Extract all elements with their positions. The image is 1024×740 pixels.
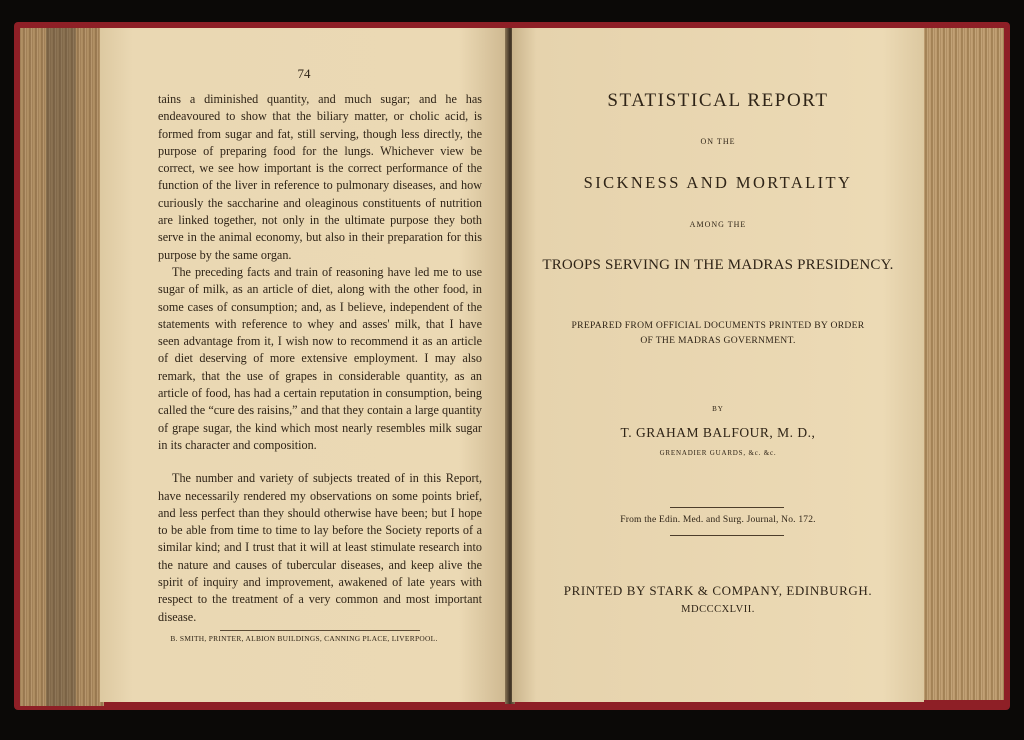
left-page-edges xyxy=(20,28,104,706)
title-page xyxy=(512,28,924,702)
journal-source: From the Edin. Med. and Surg. Journal, No. 172. xyxy=(620,515,816,525)
divider xyxy=(670,507,784,508)
report-subject: SICKNESS AND MORTALITY xyxy=(583,173,853,192)
left-page xyxy=(100,28,508,702)
troops-line: TROOPS SERVING IN THE MADRAS PRESIDENCY. xyxy=(542,257,894,273)
right-page-edges xyxy=(922,28,1004,700)
prepared-line: PREPARED FROM OFFICIAL DOCUMENTS PRINTED BY ORDER xyxy=(571,320,865,331)
prepared-line: OF THE MADRAS GOVERNMENT. xyxy=(640,335,796,346)
printer-imprint: B. SMITH, PRINTER, ALBION BUILDINGS, CANNING PLACE, LIVERPOOL. xyxy=(170,634,438,643)
paragraph: The number and variety of subjects treated of in this Report, have necessarily rendered my observations on some points brief, and less perfect than they should otherwise have been; but I hope to be able from time to time to lay before the Society reports of a similar kind; and I trust that it will at least stimulate research into the nature and causes of tubercular diseases, and keep alive the spirit of inquiry and improvement, awakened of late years with respect to the treatment of a very common and most important disease. xyxy=(158,471,482,624)
paragraph: The preceding facts and train of reasoning have led me to use sugar of milk, as an article of diet, along with the other food, in some cases of consumption; and, as I believe, independent of the statements with reference to whey and asses' milk, that I have seen advantage from it, I wish now to recommend it as an article of diet deserving of more extensive employment. I may also remark, that the use of grapes in considerable quantity, as an article of food, has had a certain reputation in consumption, being called the “cure des raisins,” and that they contain a large quantity of grape sugar, the kind which most nearly resembles milk sugar in its character and composition. xyxy=(158,264,482,452)
publisher-line: PRINTED BY STARK & COMPANY, EDINBURGH. xyxy=(563,583,873,598)
author-role: GRENADIER GUARDS, &c. &c. xyxy=(659,449,777,457)
prepared-note xyxy=(512,318,924,348)
divider xyxy=(220,630,420,631)
paragraph: tains a diminished quantity, and much sugar; and he has endeavoured to show that the biliary matter, or cholic acid, is formed from sugar and fat, still serving, though less directly, the purpose of preparing food for the lungs. Whichever view be correct, we see how important is the correct performance of the function of the liver in reference to pulmonary diseases, and how curiously the saccharine and oleaginous constituents of nutrition are linked together, not only in the ultimate purpose they both serve in the animal economy, but also in their preparation for this purpose by the same organ. xyxy=(158,92,482,262)
report-title: STATISTICAL REPORT xyxy=(607,90,829,111)
edge-shadow xyxy=(46,28,76,706)
body-text xyxy=(158,91,482,626)
page-number: 74 xyxy=(297,66,311,81)
divider xyxy=(670,535,784,536)
on-the-line: ON THE xyxy=(700,137,736,146)
among-the-line: AMONG THE xyxy=(689,220,747,229)
by-line: BY xyxy=(712,405,724,413)
author-name: T. GRAHAM BALFOUR, M. D., xyxy=(620,425,816,440)
publication-year: MDCCCXLVII. xyxy=(681,604,755,615)
